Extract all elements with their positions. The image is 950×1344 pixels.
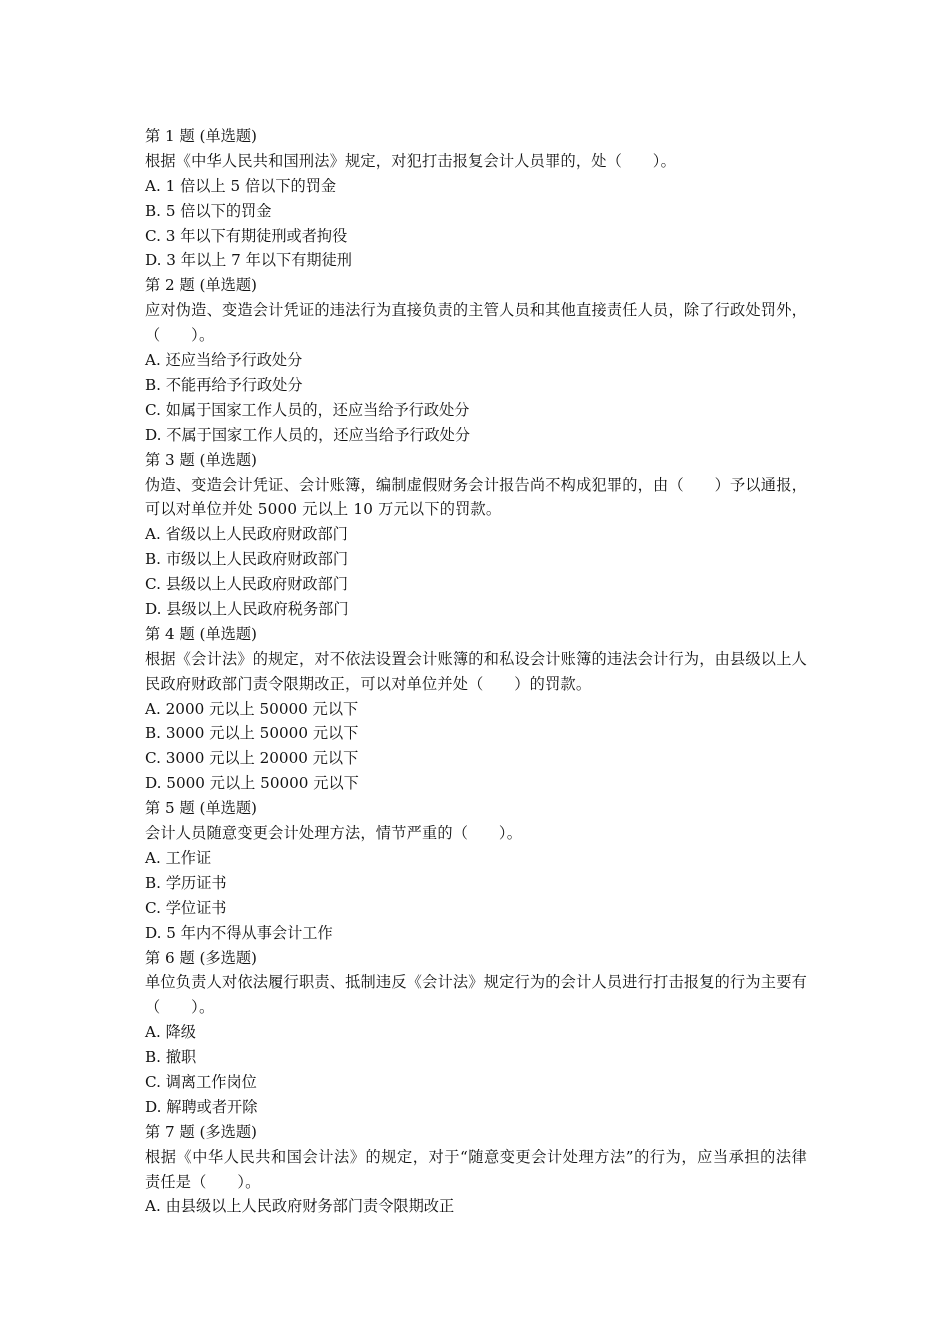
option-c: C. 3000 元以上 20000 元以下 <box>145 749 359 768</box>
question-stem: 应对伪造、变造会计凭证的违法行为直接负责的主管人员和其他直接责任人员，除了行政处罚外，（ ）。 <box>145 301 807 345</box>
question-1 <box>145 124 807 273</box>
option-a: A. 1 倍以上 5 倍以下的罚金 <box>145 176 337 195</box>
question-header: 第 2 题 (单选题) <box>145 276 257 295</box>
question-header: 第 5 题 (单选题) <box>145 799 257 818</box>
option-c: C. 县级以上人民政府财政部门 <box>145 575 348 594</box>
option-b: B. 市级以上人民政府财政部门 <box>145 550 349 569</box>
question-header: 第 7 题 (多选题) <box>145 1122 257 1141</box>
option-a: A. 还应当给予行政处分 <box>145 351 303 370</box>
question-stem: 根据《中华人民共和国会计法》的规定，对于“随意变更会计处理方法”的行为，应当承担的法律责任是（ ）。 <box>145 1147 807 1191</box>
option-d: D. 5 年内不得从事会计工作 <box>145 923 333 942</box>
question-header: 第 4 题 (单选题) <box>145 624 257 643</box>
question-stem: 根据《中华人民共和国刑法》规定，对犯打击报复会计人员罪的，处（ ）。 <box>145 151 676 170</box>
question-7 <box>145 1120 807 1220</box>
option-a: A. 由县级以上人民政府财务部门责令限期改正 <box>145 1197 455 1216</box>
option-d: D. 县级以上人民政府税务部门 <box>145 600 349 618</box>
question-5 <box>145 796 807 945</box>
option-b: B. 3000 元以上 50000 元以下 <box>145 724 359 743</box>
question-6 <box>145 946 807 1120</box>
question-header: 第 3 题 (单选题) <box>145 450 257 469</box>
question-3 <box>145 448 807 622</box>
question-list <box>145 124 807 1219</box>
option-b: B. 5 倍以下的罚金 <box>145 201 272 220</box>
option-c: C. 3 年以下有期徒刑或者拘役 <box>145 226 348 245</box>
option-a: A. 工作证 <box>145 848 212 867</box>
option-c: C. 调离工作岗位 <box>145 1073 257 1091</box>
option-d: D. 不属于国家工作人员的，还应当给予行政处分 <box>145 425 471 444</box>
question-2 <box>145 273 807 447</box>
option-b: B. 不能再给予行政处分 <box>145 375 303 394</box>
option-d: D. 5000 元以上 50000 元以下 <box>145 774 359 793</box>
option-a: A. 降级 <box>145 1023 196 1042</box>
option-a: A. 省级以上人民政府财政部门 <box>145 525 348 544</box>
question-stem: 会计人员随意变更会计处理方法，情节严重的（ ）。 <box>145 824 523 843</box>
option-b: B. 撤职 <box>145 1048 197 1067</box>
question-stem: 单位负责人对依法履行职责、抵制违反《会计法》规定行为的会计人员进行打击报复的行为主要有（ ）。 <box>145 973 807 1017</box>
question-header: 第 6 题 (多选题) <box>145 948 257 967</box>
option-d: D. 解聘或者开除 <box>145 1097 258 1116</box>
question-stem: 根据《会计法》的规定，对不依法设置会计账簿的和私设会计账簿的违法会计行为，由县级以上人民政府财政部门责令限期改正，可以对单位并处（ ）的罚款。 <box>145 649 807 693</box>
question-header: 第 1 题 (单选题) <box>145 127 257 145</box>
option-d: D. 3 年以上 7 年以下有期徒刑 <box>145 251 352 270</box>
option-c: C. 学位证书 <box>145 898 227 917</box>
option-a: A. 2000 元以上 50000 元以下 <box>145 699 359 718</box>
question-stem: 伪造、变造会计凭证、会计账簿，编制虚假财务会计报告尚不构成犯罪的，由（ ）予以通报，可以对单位并处 5000 元以上 10 万元以下的罚款。 <box>145 475 807 519</box>
option-b: B. 学历证书 <box>145 873 227 892</box>
question-4 <box>145 622 807 796</box>
option-c: C. 如属于国家工作人员的，还应当给予行政处分 <box>145 400 470 419</box>
